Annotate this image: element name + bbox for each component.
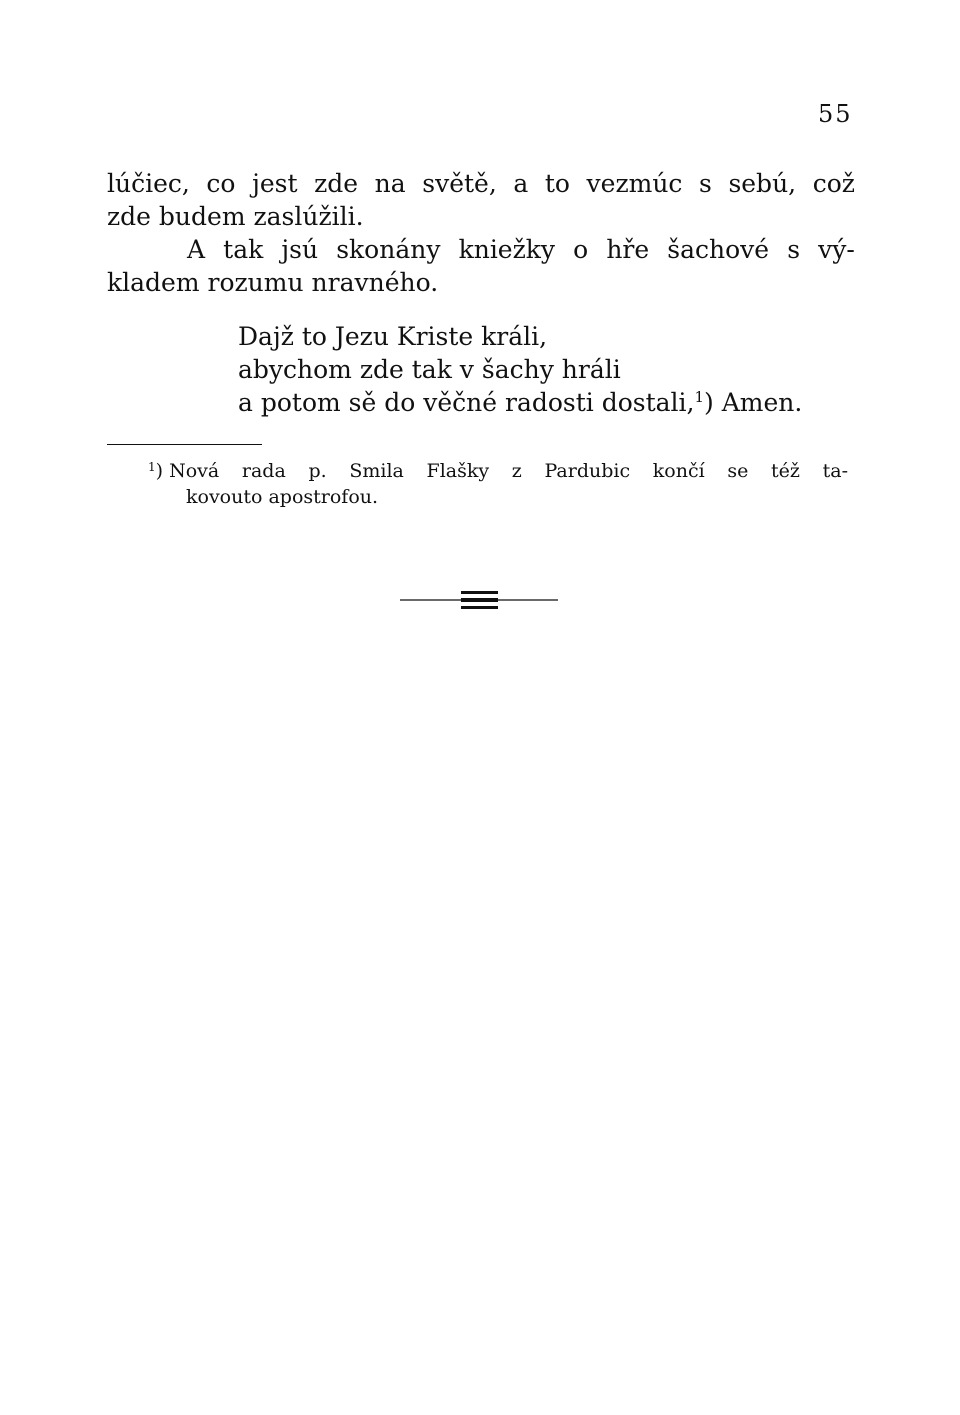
prose-word: o xyxy=(573,235,589,264)
prose-word: což xyxy=(812,169,855,198)
footnote-word: p. xyxy=(308,460,327,482)
footnote-line-2: kovouto apostrofou. xyxy=(186,486,379,508)
footnote-word: se xyxy=(727,460,749,482)
prose-word: na xyxy=(374,169,406,198)
prose-word: skonány xyxy=(336,235,441,264)
prose-word: kniežky xyxy=(458,235,556,264)
footnote-marker: 1 xyxy=(148,460,156,474)
ornament-bar-top xyxy=(461,591,498,594)
footnote-line-1 xyxy=(148,458,848,484)
verse-line-3 xyxy=(238,386,802,419)
prose-word: to xyxy=(544,169,570,198)
ornament-bar-middle xyxy=(461,598,498,602)
footnote-lead xyxy=(148,458,219,484)
page-number: 55 xyxy=(818,100,853,128)
footnote-word: ) Nová xyxy=(155,460,220,482)
prose-word: sebú, xyxy=(728,169,797,198)
end-ornament xyxy=(400,588,558,612)
prose-line-4 xyxy=(107,266,855,299)
prose-word: a xyxy=(513,169,529,198)
prose-line-3 xyxy=(107,233,855,266)
footnote-reference: 1 xyxy=(694,388,705,406)
footnote-word: končí xyxy=(652,460,705,482)
prose-line-2 xyxy=(107,200,855,233)
prose-word: hře xyxy=(606,235,650,264)
verse-line-2: abychom zde tak v šachy hráli xyxy=(238,355,621,384)
prose-word: zde xyxy=(314,169,359,198)
footnote xyxy=(148,458,848,510)
prose-paragraph xyxy=(107,167,855,299)
verse-line-3-end: ) Amen. xyxy=(704,388,803,417)
prose-word: A xyxy=(187,235,206,264)
prose-line-1 xyxy=(107,167,855,200)
prose-word: tak xyxy=(223,235,264,264)
prose-word: světě, xyxy=(422,169,497,198)
prose-word: šachové xyxy=(667,235,770,264)
footnote-word: ta- xyxy=(822,460,848,482)
footnote-word: z xyxy=(511,460,522,482)
footnote-word: Flašky xyxy=(426,460,490,482)
verse-line-3-text: a potom sě do věčné radosti dostali, xyxy=(238,388,695,417)
prose-word: lúčiec, xyxy=(107,169,190,198)
footnote-word: rada xyxy=(241,460,286,482)
footnote-separator xyxy=(107,444,262,445)
ornament-bar-bottom xyxy=(461,606,498,609)
verse xyxy=(238,320,802,419)
verse-line-1: Dajž to Jezu Kriste králi, xyxy=(238,322,548,351)
footnote-word: Smila xyxy=(349,460,404,482)
prose-word: jest xyxy=(252,169,298,198)
prose-word: vezmúc xyxy=(586,169,683,198)
prose-word: jsú xyxy=(281,235,319,264)
prose-word: s xyxy=(699,169,712,198)
prose-word: vý- xyxy=(818,235,855,264)
prose-word: kladem rozumu nravného. xyxy=(107,268,439,297)
footnote-word: též xyxy=(771,460,800,482)
prose-word: co xyxy=(206,169,236,198)
prose-word: zde budem zaslúžili. xyxy=(107,202,364,231)
prose-word: s xyxy=(787,235,801,264)
footnote-word: Pardubic xyxy=(544,460,631,482)
